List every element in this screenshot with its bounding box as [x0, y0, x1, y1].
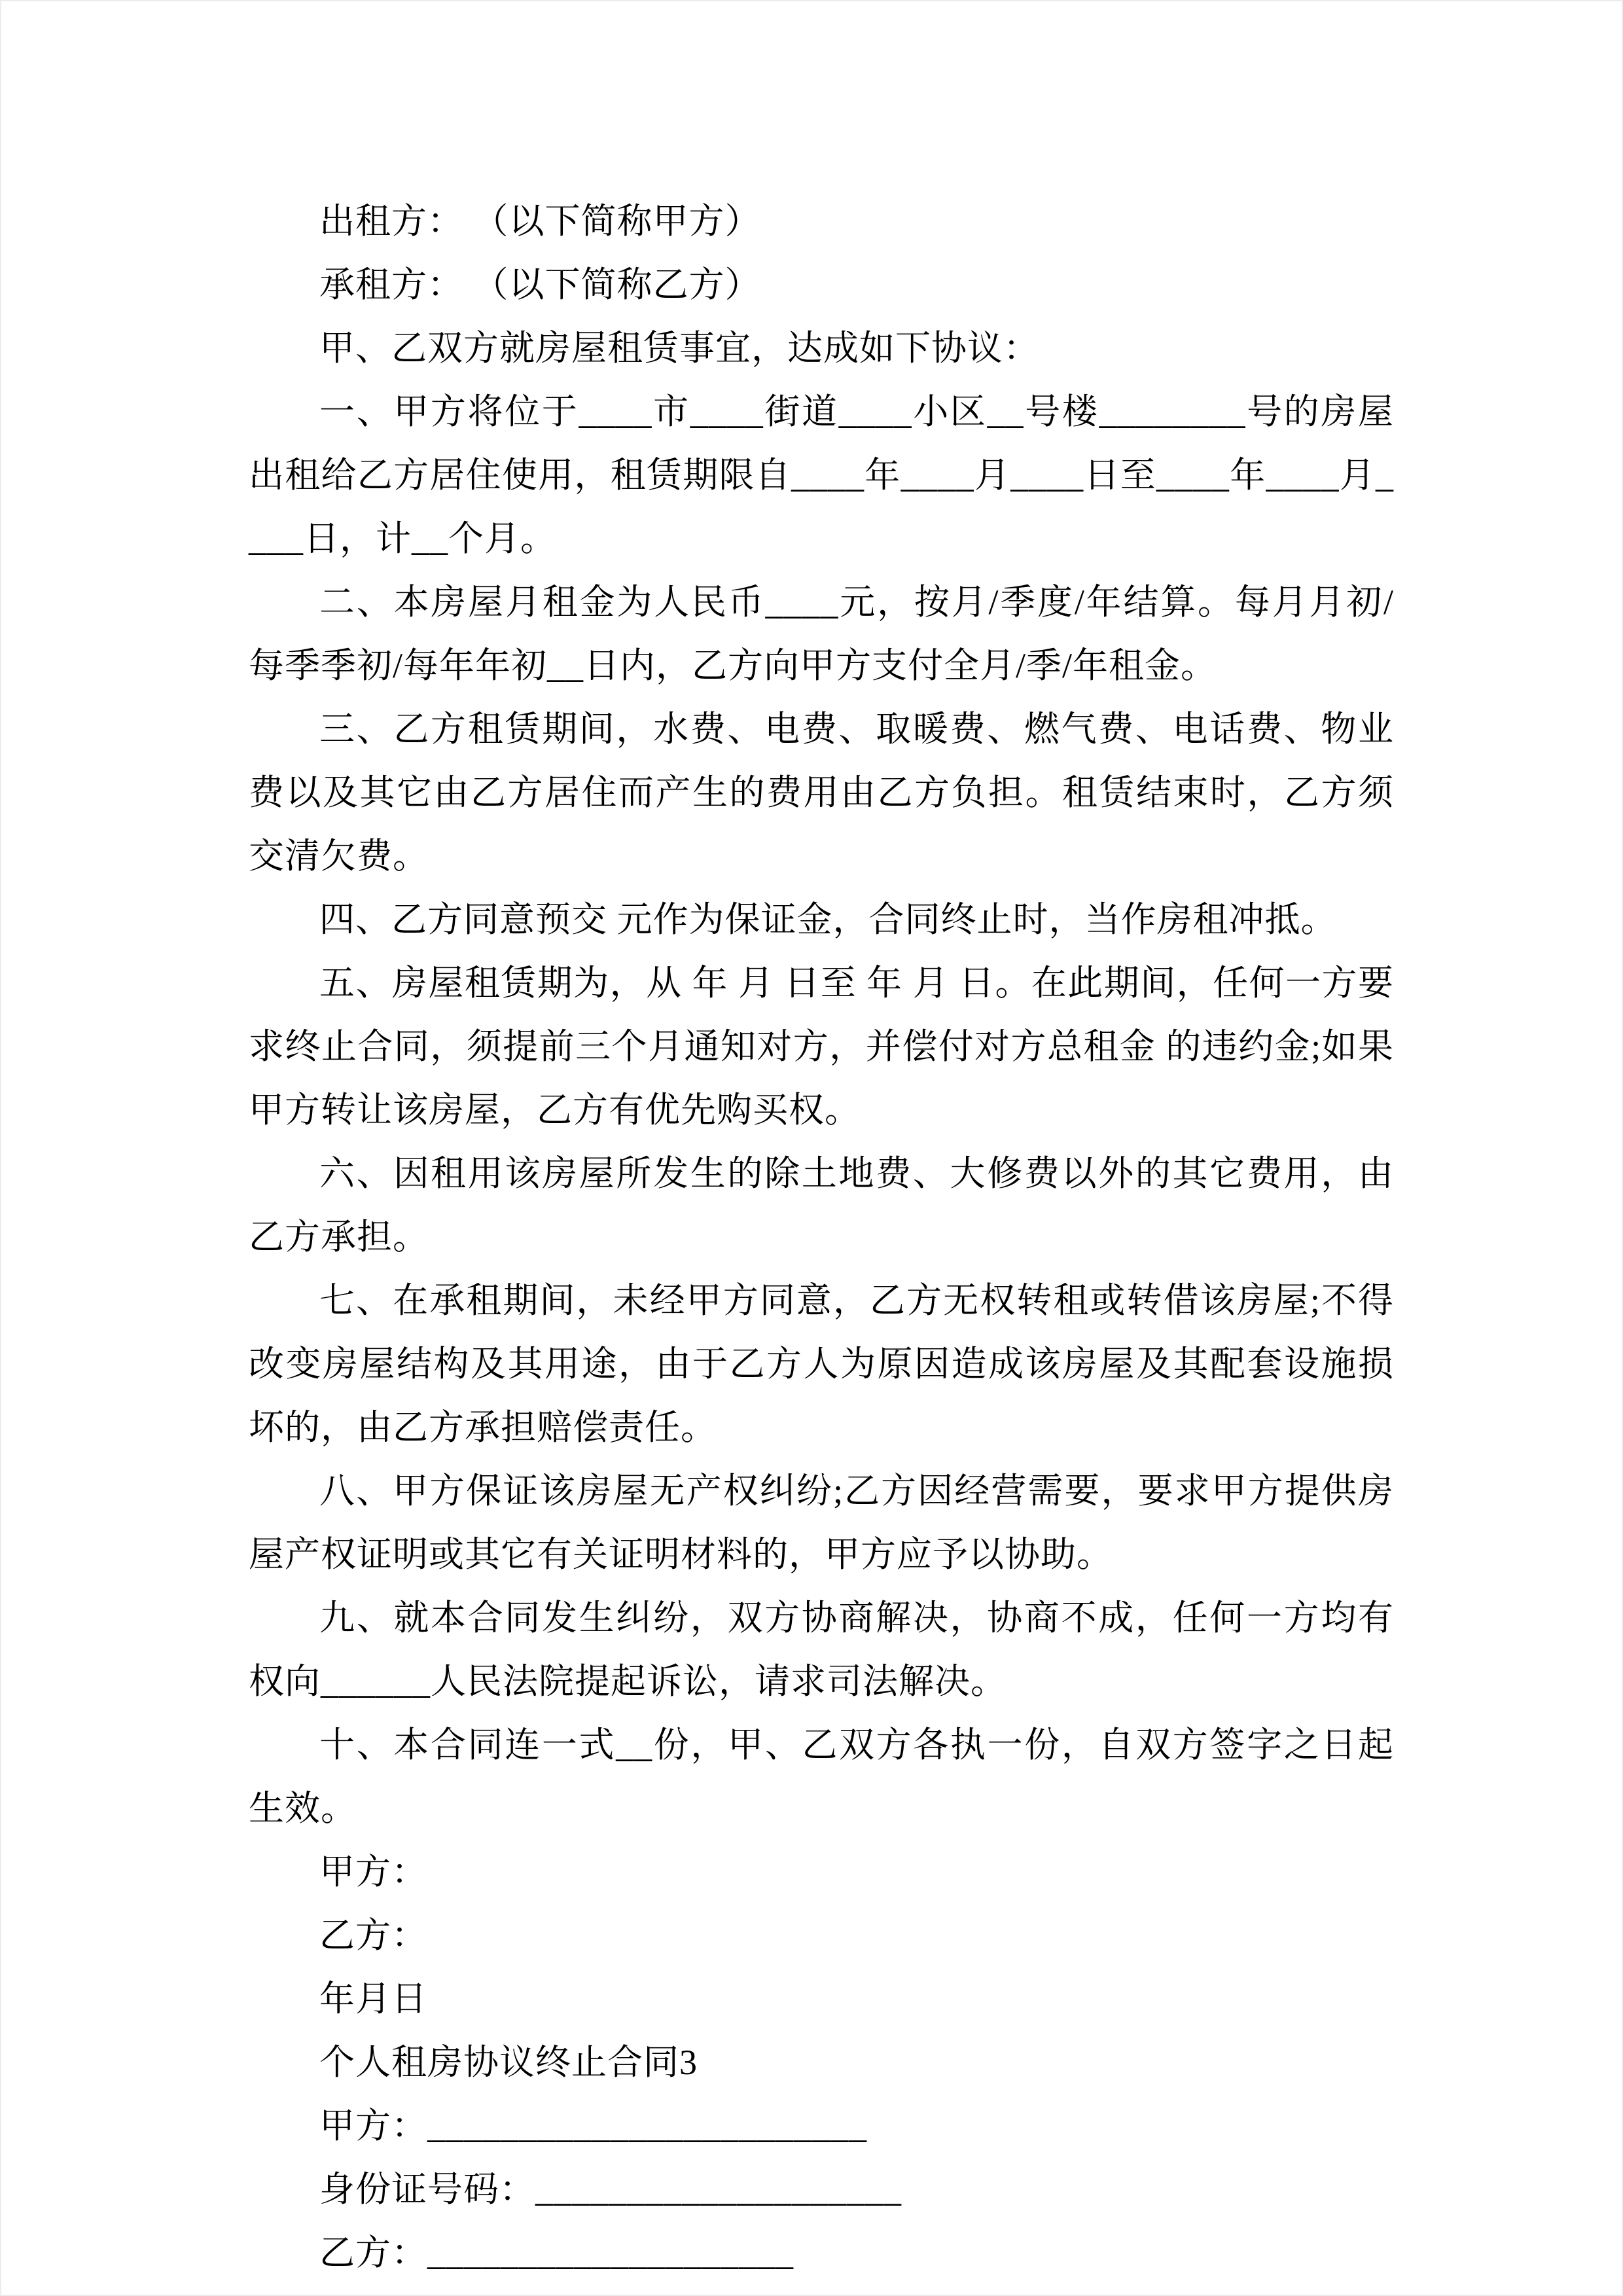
contract-body	[249, 190, 1394, 2285]
section-heading-contract-3: 个人租房协议终止合同3	[319, 2043, 698, 2082]
paragraph-clause-2: 二、本房屋月租金为人民币____元，按月/季度/年结算。每月月初/每季季初/每年年初__日内，乙方向甲方支付全月/季/年租金。	[249, 583, 1394, 685]
paragraph-intro: 甲、乙双方就房屋租赁事宜，达成如下协议：	[319, 329, 1039, 368]
paragraph-clause-7: 七、在承租期间，未经甲方同意，乙方无权转租或转借该房屋;不得改变房屋结构及其用途，由于乙方人为原因造成该房屋及其配套设施损坏的，由乙方承担赔偿责任。	[249, 1281, 1394, 1447]
paragraph-lessor: 出租方： （以下简称甲方）	[319, 202, 761, 241]
paragraph-clause-9: 九、就本合同发生纠纷，双方协商解决，协商不成，任何一方均有权向______人民法院提起诉讼，请求司法解决。	[249, 1598, 1394, 1701]
paragraph-clause-5: 五、房屋租赁期为，从 年 月 日至 年 月 日。在此期间，任何一方要求终止合同，须提前三个月通知对方，并偿付对方总租金 的违约金;如果甲方转让该房屋，乙方有优先购买权。	[249, 963, 1394, 1130]
paragraph-signature-party-a: 甲方：	[319, 1852, 427, 1892]
paragraph-clause-10: 十、本合同连一式__份，甲、乙双方各执一份，自双方签字之日起生效。	[249, 1725, 1394, 1828]
paragraph-signature-party-b: 乙方：	[319, 1916, 427, 1955]
paragraph-id-number-blank: 身份证号码：____________________	[319, 2170, 902, 2209]
paragraph-party-b-blank: 乙方：____________________	[319, 2233, 794, 2272]
paragraph-clause-6: 六、因租用该房屋所发生的除土地费、大修费以外的其它费用，由乙方承担。	[249, 1154, 1394, 1257]
paragraph-clause-8: 八、甲方保证该房屋无产权纠纷;乙方因经营需要，要求甲方提供房屋产权证明或其它有关证明材料的，甲方应予以协助。	[249, 1471, 1394, 1574]
paragraph-lessee: 承租方： （以下简称乙方）	[319, 265, 761, 304]
paragraph-clause-4: 四、乙方同意预交 元作为保证金，合同终止时，当作房租冲抵。	[319, 900, 1337, 939]
paragraph-clause-3: 三、乙方租赁期间，水费、电费、取暖费、燃气费、电话费、物业费以及其它由乙方居住而产生的费用由乙方负担。租赁结束时，乙方须交清欠费。	[249, 709, 1394, 876]
paragraph-party-a-blank: 甲方：________________________	[319, 2106, 867, 2145]
paragraph-clause-1: 一、甲方将位于____市____街道____小区__号楼________号的房屋出租给乙方居住使用，租赁期限自____年____月____日至____年____月____日，计__个月。	[249, 392, 1394, 558]
paragraph-date: 年月日	[319, 1979, 427, 2018]
